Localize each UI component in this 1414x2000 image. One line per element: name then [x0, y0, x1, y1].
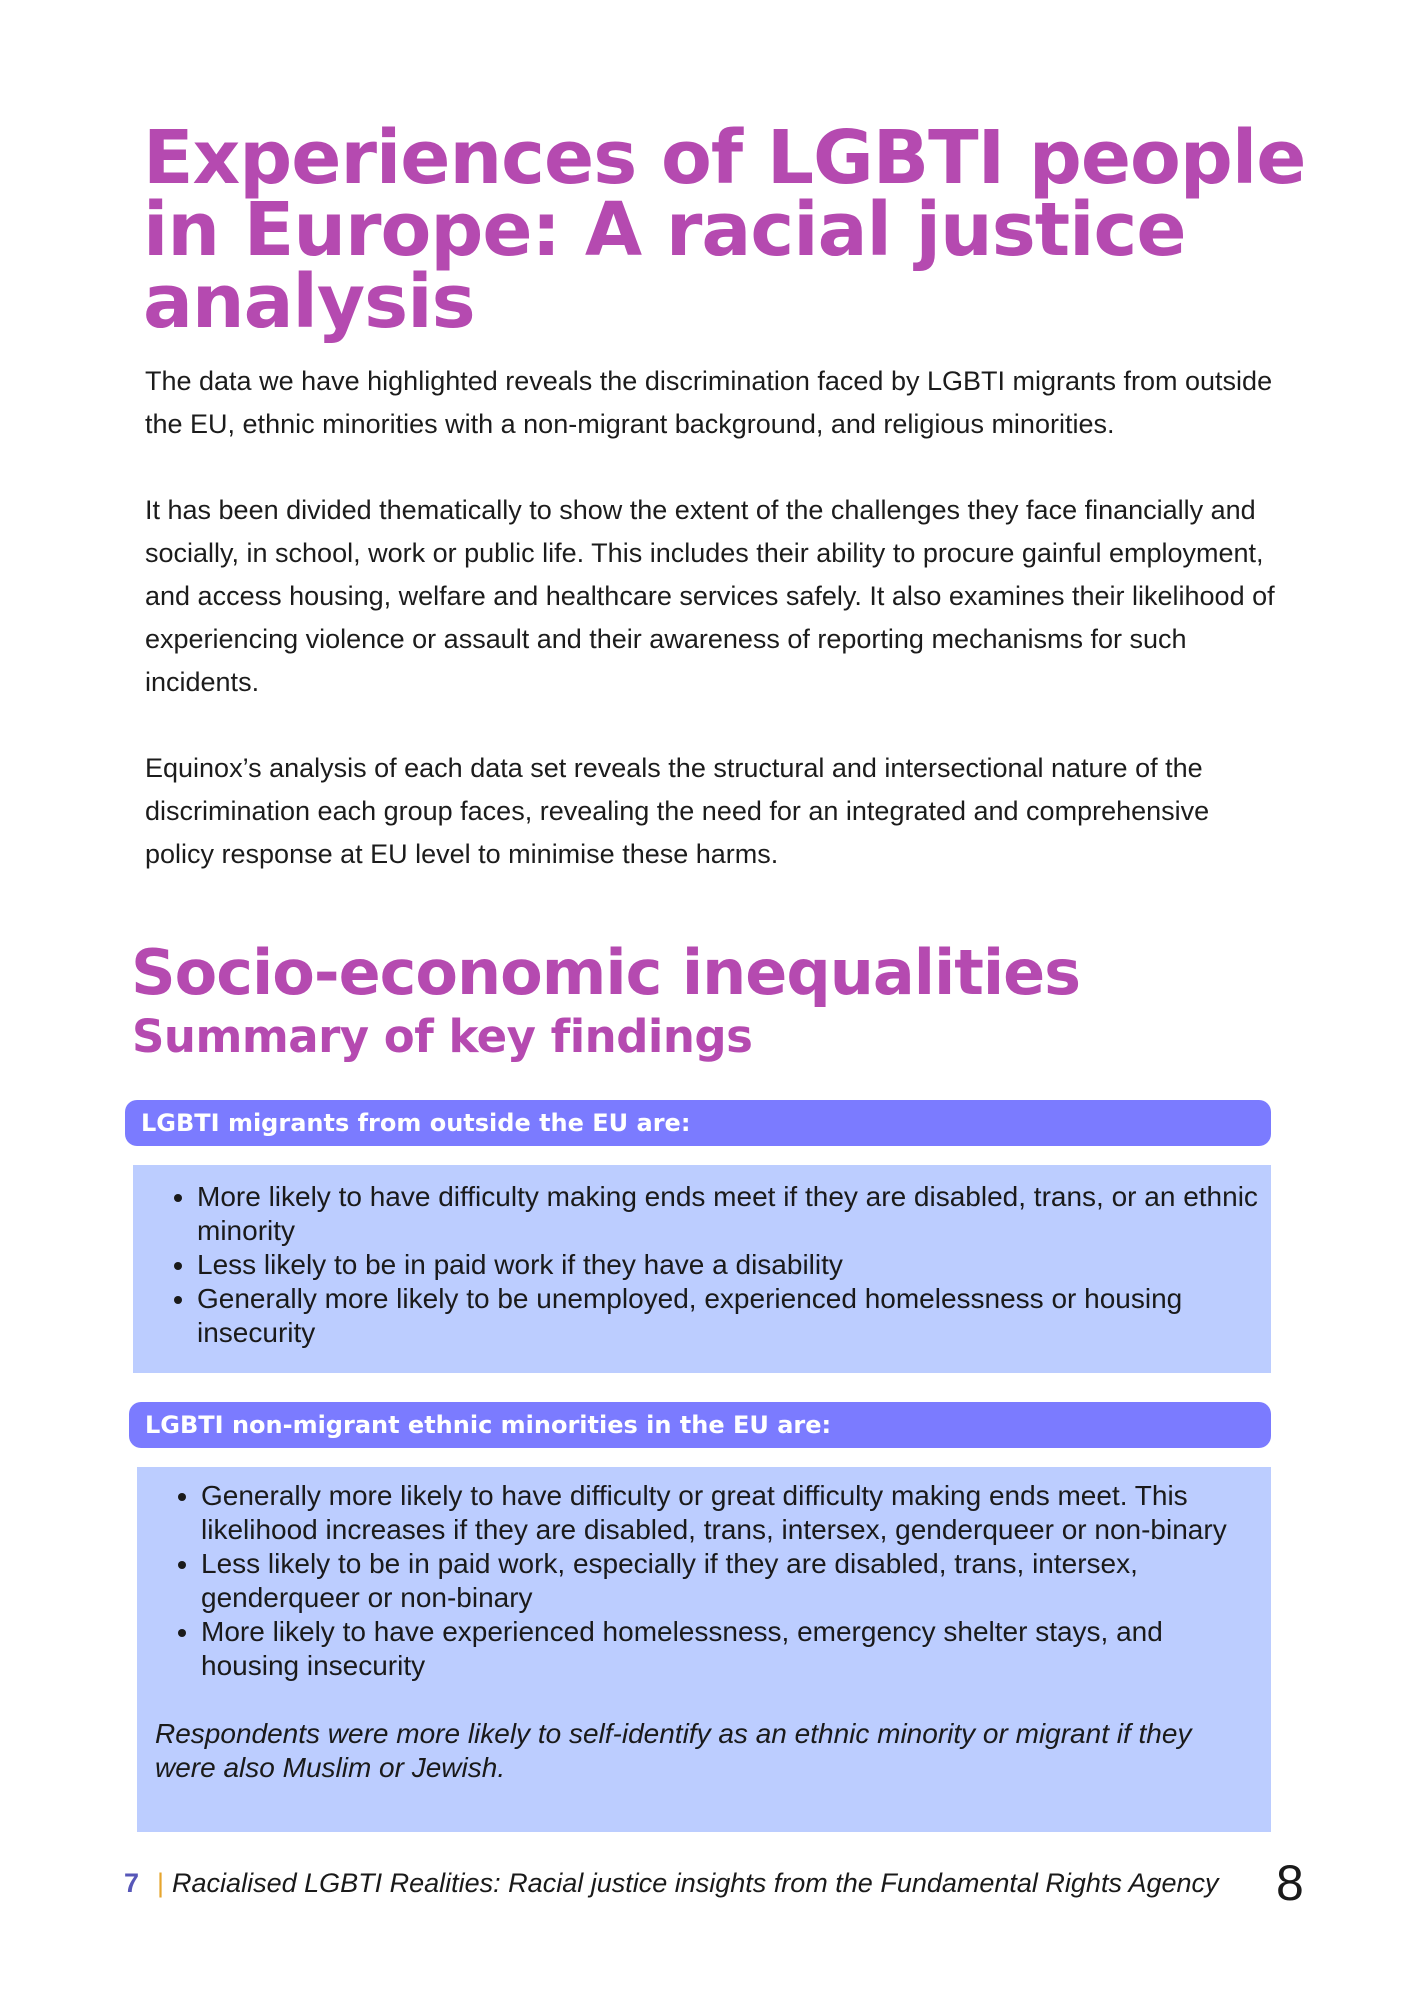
- list-item: • More likely to have difficulty making ends meet if they are disabled, trans, or an ethnic minority: [197, 1180, 1271, 1248]
- intro-paragraph: Equinox’s analysis of each data set reveals the structural and intersectional nature of the discrimination each group faces, revealing the need for an integrated and comprehensive policy response at EU level to minimise these harms.: [145, 753, 1210, 869]
- footer-title: Racialised LGBTI Realities: Racial justice insights from the Fundamental Rights Agency: [172, 1868, 1219, 1898]
- findings-list: [133, 1180, 1271, 1350]
- page-number-large: 8: [1276, 1855, 1304, 1911]
- intro-paragraph: The data we have highlighted reveals the discrimination faced by LGBTI migrants from outside the EU, ethnic minorities with a non-migrant background, and religious minorities.: [145, 366, 1273, 439]
- page-title: Experiences of LGBTI people in Europe: A racial justice analysis: [143, 115, 1306, 345]
- section-subheading: Summary of key findings: [132, 1010, 753, 1063]
- group-label-migrants: LGBTI migrants from outside the EU are:: [125, 1100, 1271, 1146]
- list-item: • Generally more likely to be unemployed, experienced homelessness or housing insecurity: [197, 1282, 1271, 1350]
- footer-page-number: 7: [124, 1868, 140, 1898]
- footer-separator: |: [157, 1868, 165, 1898]
- intro-text: [145, 360, 1275, 919]
- group-label-ethnic-minorities: LGBTI non-migrant ethnic minorities in the EU are:: [129, 1402, 1271, 1448]
- page-footer: [124, 1865, 1324, 1901]
- intro-paragraph: It has been divided thematically to show the extent of the challenges they face financially and socially, in school, work or public life. This includes their ability to procure gainful employment, and access housing, welfare and healthcare services safely. It also examines their likelihood of experiencing violence or assault and their awareness of reporting mechanisms for such incidents.: [145, 495, 1275, 697]
- findings-list: [155, 1479, 1251, 1683]
- findings-box-ethnic-minorities: [137, 1467, 1271, 1832]
- findings-note: Respondents were more likely to self-identify as an ethnic minority or migrant if they were also Muslim or Jewish.: [155, 1718, 1192, 1783]
- section-heading: Socio-economic inequalities: [131, 936, 1081, 1009]
- list-item: • Generally more likely to have difficulty or great difficulty making ends meet. This likelihood increases if they are disabled, trans, intersex, genderqueer or non-binary: [201, 1479, 1251, 1547]
- list-item: • Less likely to be in paid work if they have a disability: [197, 1248, 1271, 1282]
- findings-box-migrants: [133, 1165, 1271, 1373]
- list-item: • More likely to have experienced homelessness, emergency shelter stays, and housing insecurity: [201, 1615, 1251, 1683]
- list-item: • Less likely to be in paid work, especially if they are disabled, trans, intersex, genderqueer or non-binary: [201, 1547, 1251, 1615]
